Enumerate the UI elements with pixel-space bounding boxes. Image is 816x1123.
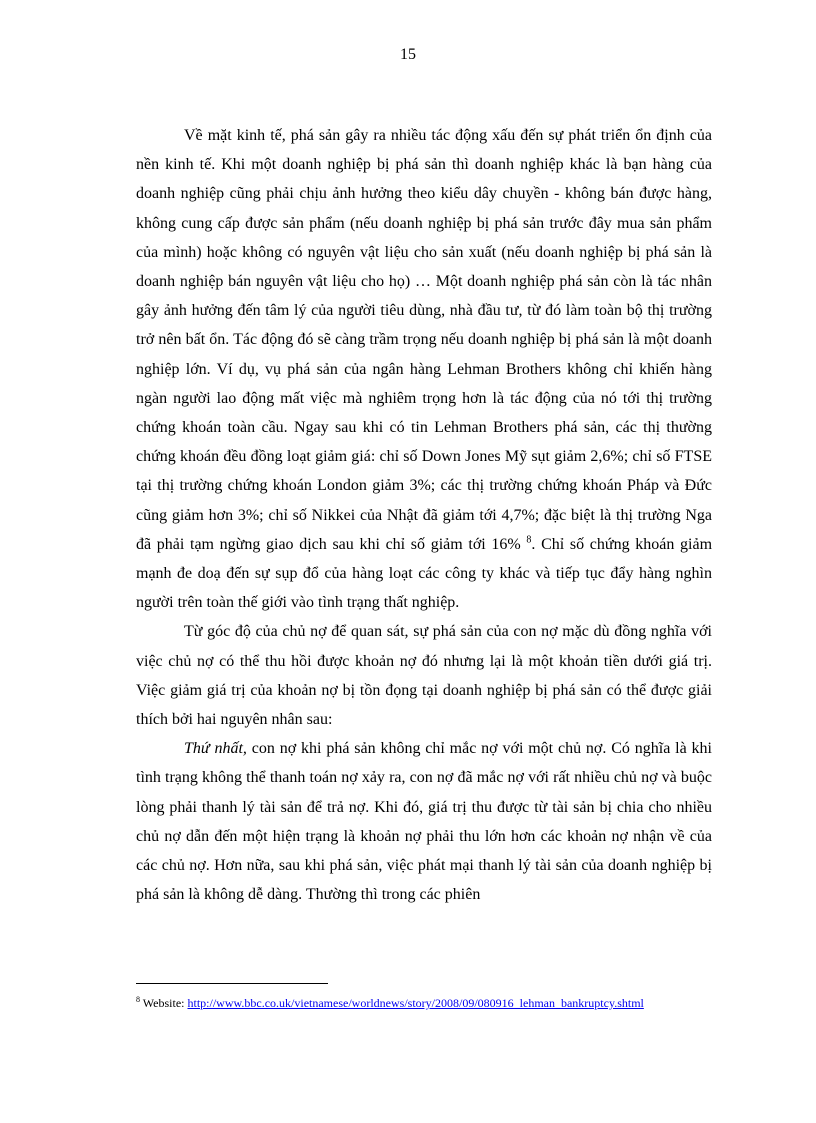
body-text	[136, 121, 712, 909]
footnote-separator	[136, 983, 328, 984]
paragraph-economic-impact	[136, 121, 712, 617]
footnote-reference[interactable]: 8	[526, 534, 532, 546]
footnote-label: Website:	[140, 996, 188, 1010]
paragraph-first-reason	[136, 734, 712, 909]
page-number: 15	[400, 46, 416, 63]
footnote-marker: 8	[136, 995, 140, 1004]
paragraph-text-continued: . Chỉ số chứng khoán giảm mạnh đe doạ đến sự sụp đổ của hàng loạt các công ty khác và tiếp tục đẩy hàng nghìn người trên toàn thế giới vào tình trạng thất nghiệp.	[136, 535, 713, 612]
paragraph-text: Về mặt kinh tế, phá sản gây ra nhiều tác động xấu đến sự phát triển ổn định của nền kinh tế. Khi một doanh nghiệp bị phá sản thì doanh nghiệp khác là bạn hàng của doanh nghiệp cũng phải chịu ảnh hưởng theo kiểu dây chuyền - không bán được hàng, không cung cấp được sản phẩm (nếu doanh nghiệp bị phá sản trước đây mua sản phẩm của mình) hoặc không có nguyên vật liệu cho sản xuất (nếu doanh nghiệp bị phá sản là doanh nghiệp bán nguyên vật liệu cho họ) … Một doanh nghiệp phá sản còn là tác nhân gây ảnh hưởng đến tâm lý của người tiêu dùng, nhà đầu tư, từ đó làm toàn bộ thị trường trở nên bất ổn. Tác động đó sẽ càng trầm trọng nếu doanh nghiệp bị phá sản là một doanh nghiệp lớn. Ví dụ, vụ phá sản của ngân hàng Lehman Brothers không chỉ khiến hàng ngàn người lao động mất việc mà nghiêm trọng hơn là tác động của nó tới thị trường chứng khoán toàn cầu. Ngay sau khi có tin Lehman Brothers phá sản, các thị thường chứng khoán đều đồng loạt giảm giá: chỉ số Down Jones Mỹ sụt giảm 2,6%; chỉ số FTSE tại thị trường chứng khoán London giảm 3%; các thị trường chứng khoán Pháp và Đức cũng giảm hơn 3%; chỉ số Nikkei của Nhật đã giảm tới 4,7%; đặc biệt là thị trường Nga đã phải tạm ngừng giao dịch sau khi chỉ số giảm tới 16%	[136, 127, 712, 553]
paragraph-creditor-view: Từ góc độ của chủ nợ để quan sát, sự phá sản của con nợ mặc dù đồng nghĩa với việc chủ nợ có thể thu hồi được khoản nợ đó nhưng lại là một khoản tiền dưới giá trị. Việc giảm giá trị của khoản nợ bị tồn đọng tại doanh nghiệp bị phá sản có thể được giải thích bởi hai nguyên nhân sau:	[136, 623, 712, 729]
first-reason-text: con nợ khi phá sản không chỉ mắc nợ với một chủ nợ. Có nghĩa là khi tình trạng không thể thanh toán nợ xảy ra, con nợ đã mắc nợ với rất nhiều chủ nợ và buộc lòng phải thanh lý tài sản để trả nợ. Khi đó, giá trị thu được từ tài sản bị chia cho nhiều chủ nợ dẫn đến một hiện trạng là khoản nợ phải thu lớn hơn các khoản nợ nhận về của các chủ nợ. Hơn nữa, sau khi phá sản, việc phát mại thanh lý tài sản của doanh nghiệp bị phá sản là không dễ dàng. Thường thì trong các phiên	[136, 740, 712, 904]
first-reason-lead: Thứ nhất,	[184, 740, 247, 758]
footnote	[136, 992, 736, 1011]
footnote-link[interactable]: http://www.bbc.co.uk/vietnamese/worldnews/story/2008/09/080916_lehman_bankruptcy.shtml	[187, 996, 644, 1010]
